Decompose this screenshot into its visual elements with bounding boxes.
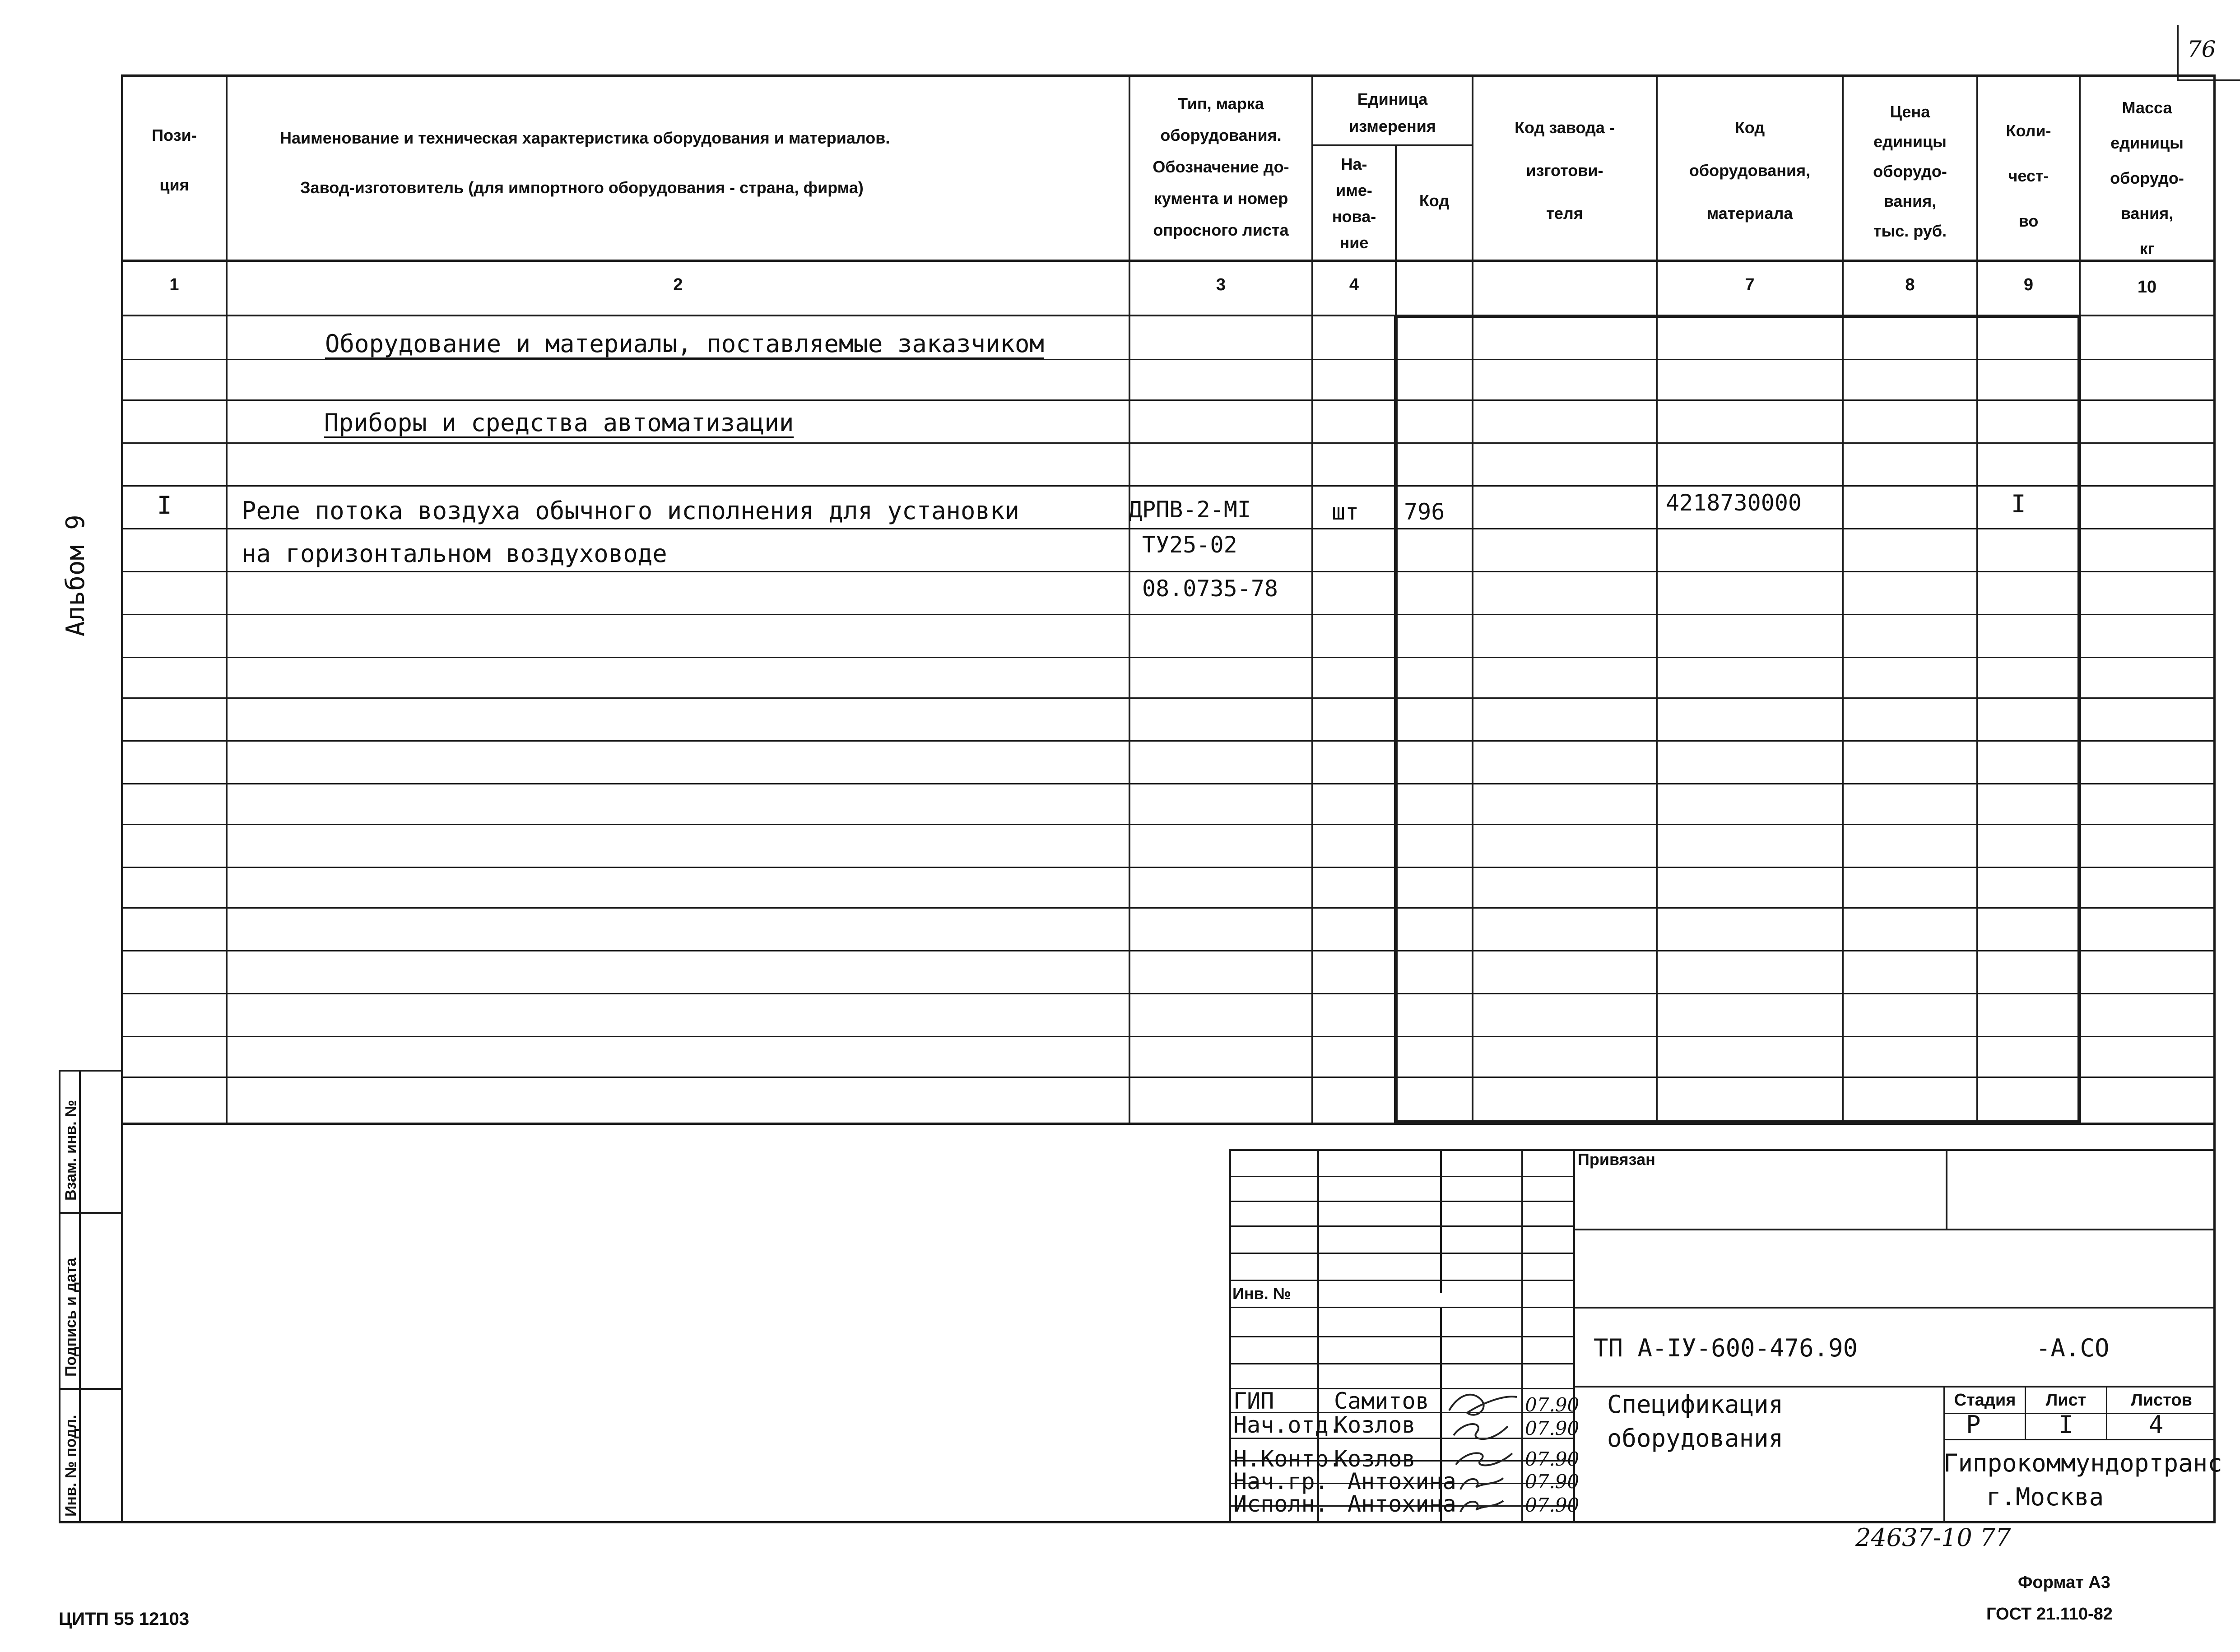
table-row-line [121,950,2216,951]
item-unit: шт [1332,499,1359,525]
table-row-line [121,697,2216,699]
stamp-row-line [1229,1336,1575,1337]
role-chief-engineer: ГИП [1233,1388,1274,1414]
role-group-head: Нач.гр. [1233,1468,1329,1494]
col-number-8: 8 [1905,275,1915,294]
item-type-line2: ТУ25-02 [1142,532,1237,558]
table-row-line [121,1077,2216,1078]
col-quantity-header: Коли- чест- во [2006,121,2051,230]
table-row-line [121,528,2216,529]
col-price-header: Цена единицы оборудо- вания, тыс. руб. [1873,102,1947,240]
item-quantity: I [2011,490,2026,518]
col-number-7: 7 [1745,275,1755,294]
col-number-1: 1 [169,275,179,294]
table-row-line [121,783,2216,784]
album-label: Альбом 9 [61,515,90,636]
item-equipment-code: 4218730000 [1666,490,1802,516]
table-row-line [121,657,2216,658]
col-mass-header: Масса единицы оборудо- вания, кг [2110,98,2184,258]
col-name-header-line2: Завод-изготовитель (для импортного оборудования - страна, фирма) [300,178,864,197]
handwritten-number: 24637-10 77 [1855,1523,2011,1552]
name-dept-head: Козлов [1334,1412,1416,1438]
print-code: ЦИТП 55 12103 [59,1609,190,1629]
item-position: I [157,491,172,520]
stamp-row-line [1229,1201,1575,1202]
inv-replacement-label: Взам. инв. № [62,1100,79,1201]
stamp-row-line [1229,1253,1575,1254]
col-number-10: 10 [2137,278,2157,297]
stamp-row-line [1229,1225,1575,1227]
item-type-line3: 08.0735-78 [1142,575,1278,602]
stage-label: Стадия [1954,1391,2016,1410]
col-position-header: Пози- ция [152,126,197,194]
item-type-line1: ДРПВ-2-МI [1129,497,1251,523]
table-row-line [121,993,2216,994]
sheets-label: Листов [2131,1391,2192,1410]
document-code: ТП А-IУ-600-476.90 [1594,1334,1858,1362]
stamp-row-line [1229,1280,1575,1281]
table-row-line [121,614,2216,615]
date-norm-control: 07.90 [1525,1448,1580,1470]
date-group-head: 07.90 [1525,1471,1580,1493]
table-row-line [121,442,2216,444]
signature-date-label: Подпись и дата [62,1258,79,1377]
col-number-3: 3 [1216,275,1226,294]
table-row-line [121,824,2216,825]
section-heading-customer-supplied: Оборудование и материалы, поставляемые заказчиком [325,329,1045,358]
date-executor: 07.90 [1525,1494,1580,1516]
name-norm-control: Козлов [1334,1446,1416,1472]
inv-original-label: Инв. № подл. [62,1415,79,1517]
col-name-header-line1: Наименование и техническая характеристика оборудования и материалов. [280,129,890,147]
name-chief-engineer: Самитов [1334,1388,1429,1414]
table-row-line [121,740,2216,742]
col-manufacturer-code-header: Код завода - изготови- теля [1515,118,1615,223]
table-row-line [121,907,2216,909]
table-row-line [121,399,2216,401]
col-type-header: Тип, марка оборудования. Обозначение до- кумента и номер опросного листа [1153,94,1289,239]
role-dept-head: Нач.отд. [1233,1412,1342,1438]
table-row-line [121,571,2216,572]
role-norm-control: Н.Контр. [1233,1446,1342,1472]
sheet-value: I [2059,1411,2073,1439]
sheet-label: Лист [2045,1391,2087,1410]
signatures-drawing [1440,1377,1526,1521]
col-number-9: 9 [2023,275,2034,294]
col-number-4: 4 [1349,275,1359,294]
name-executor: Антохина [1348,1491,1456,1517]
date-dept-head: 07.90 [1525,1417,1580,1439]
section-heading-automation: Приборы и средства автоматизации [324,408,794,437]
title-line1: Спецификация [1607,1390,1784,1419]
sheets-value: 4 [2149,1411,2164,1439]
name-group-head: Антохина [1348,1468,1456,1494]
col-number-2: 2 [673,275,683,294]
title-line2: оборудования [1607,1424,1784,1452]
item-name-line2: на горизонтальном воздуховоде [242,539,667,568]
page-number: 76 [2187,36,2216,62]
organization-city: г.Москва [1986,1483,2104,1511]
table-row-line [121,867,2216,868]
inventory-number-label: Инв. № [1232,1284,1291,1303]
col-unit-group-header: Единица измерения [1349,90,1436,135]
stamp-row-line [1229,1176,1575,1177]
gost-label: ГОСТ 21.110-82 [1986,1605,2113,1624]
stage-value: Р [1966,1411,1981,1439]
stamp-row-line [1229,1363,1575,1364]
document-code-suffix: -А.СО [2036,1334,2110,1362]
col-equipment-code-header: Код оборудования, материала [1689,118,1811,223]
item-unit-code: 796 [1404,499,1445,525]
stamp-row-line [1229,1307,1575,1308]
format-label: Формат А3 [2018,1573,2110,1592]
table-row-line [121,485,2216,487]
item-name-line1: Реле потока воздуха обычного исполнения для установки [242,497,1020,525]
date-chief-engineer: 07.90 [1525,1394,1580,1416]
table-row-line [121,1036,2216,1037]
role-executor: Исполн. [1233,1491,1329,1517]
organization-name: Гипрокоммундортранс [1943,1449,2222,1477]
table-row-line [121,359,2216,360]
attached-label: Привязан [1578,1150,1655,1169]
col-unit-code-header: Код [1419,191,1450,210]
col-unit-name-header: На- име- нова- ние [1332,155,1376,252]
